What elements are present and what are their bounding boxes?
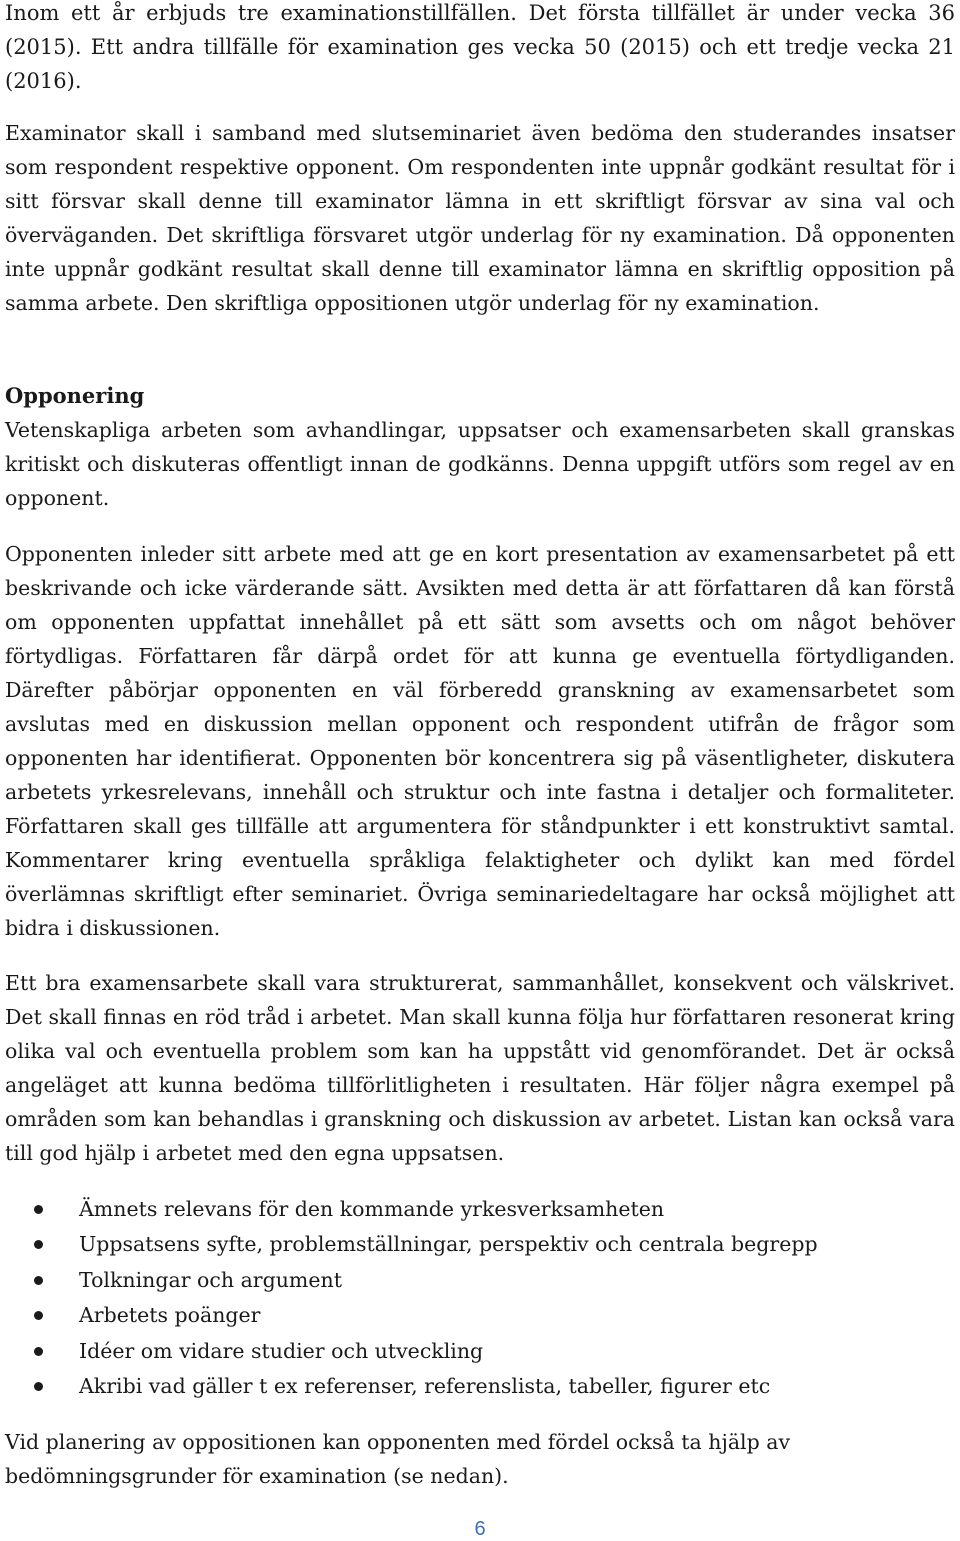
page-number: 6: [474, 1518, 486, 1540]
paragraph-planering: Vid planering av oppositionen kan opponenten med fördel också ta hjälp av bedömningsgrunder för examination (se nedan).: [5, 1430, 791, 1488]
paragraph-examination-dates: Inom ett år erbjuds tre examinationstillfällen. Det första tillfället är under vecka 36 (2015). Ett andra tillfälle för examination ges vecka 50 (2015) och ett tredje vecka 21 (2016).: [5, 1, 955, 93]
paragraph-bra-examensarbete: Ett bra examensarbete skall vara strukturerat, sammanhållet, konsekvent och välskrivet. Det skall finnas en röd tråd i arbetet. Man skall kunna följa hur författaren resonerat kring olika val och eventuella problem som kan ha uppstått vid genomförandet. Det är också angeläget att kunna bedöma tillförlitligheten i resultaten. Här följer några exempel på områden som kan behandlas i granskning och diskussion av arbetet. Listan kan också vara till god hjälp i arbetet med den egna uppsatsen.: [5, 971, 955, 1165]
bullet-icon: [34, 1205, 43, 1214]
paragraph-vetenskapliga: Vetenskapliga arbeten som avhandlingar, uppsatser och examensarbeten skall granskas kritiskt och diskuteras offentligt innan de godkänns. Denna uppgift utförs som regel av en opponent.: [5, 418, 955, 510]
bullet-icon: [34, 1382, 43, 1391]
list-item: [5, 1334, 955, 1369]
list-item-text: Uppsatsens syfte, problemställningar, perspektiv och centrala begrepp: [79, 1232, 818, 1257]
list-item: [5, 1192, 955, 1227]
paragraph-examinator: Examinator skall i samband med slutseminariet även bedöma den studerandes insatser som respondent respektive opponent. Om respondenten inte uppnår godkänt resultat för i sitt försvar skall denne till examinator lämna in ett skriftligt försvar av sina val och överväganden. Det skriftliga försvaret utgör underlag för ny examination. Då opponenten inte uppnår godkänt resultat skall denne till examinator lämna en skriftlig opposition på samma arbete. Den skriftliga oppositionen utgör underlag för ny examination.: [5, 121, 955, 315]
list-item: [5, 1298, 955, 1333]
list-item-text: Arbetets poänger: [79, 1303, 261, 1328]
bullet-icon: [34, 1276, 43, 1285]
section-heading-opponering: Opponering: [5, 383, 145, 408]
list-item: [5, 1227, 955, 1262]
paragraph-opponenten: Opponenten inleder sitt arbete med att ge en kort presentation av examensarbetet på ett beskrivande och icke värderande sätt. Avsikten med detta är att författaren då kan förstå om opponenten uppfattat innehållet på ett sätt som avsetts och om något behöver förtydligas. Författaren får därpå ordet för att kunna ge eventuella förtydliganden. Därefter påbörjar opponenten en väl förberedd granskning av examensarbetet som avslutas med en diskussion mellan opponent och respondent utifrån de frågor som opponenten har identifierat. Opponenten bör koncentrera sig på väsentligheter, diskutera arbetets yrkesrelevans, innehåll och struktur och inte fastna i detaljer och formaliteter. Författaren skall ges tillfälle att argumentera för ståndpunkter i ett konstruktivt samtal. Kommentarer kring eventuella språkliga felaktigheter och dylikt kan med fördel överlämnas skriftligt efter seminariet. Övriga seminariedeltagare har också möjlighet att bidra i diskussionen.: [5, 542, 955, 940]
review-areas-list: [5, 1192, 955, 1404]
list-item-text: Ämnets relevans för den kommande yrkesverksamheten: [79, 1197, 665, 1221]
list-item: [5, 1263, 955, 1298]
list-item: [5, 1369, 955, 1404]
list-item-text: Tolkningar och argument: [79, 1267, 342, 1292]
bullet-icon: [34, 1347, 43, 1356]
bullet-icon: [34, 1311, 43, 1320]
list-item-text: Akribi vad gäller t ex referenser, referenslista, tabeller, figurer etc: [79, 1374, 771, 1399]
bullet-icon: [34, 1240, 43, 1249]
list-item-text: Idéer om vidare studier och utveckling: [79, 1338, 484, 1363]
